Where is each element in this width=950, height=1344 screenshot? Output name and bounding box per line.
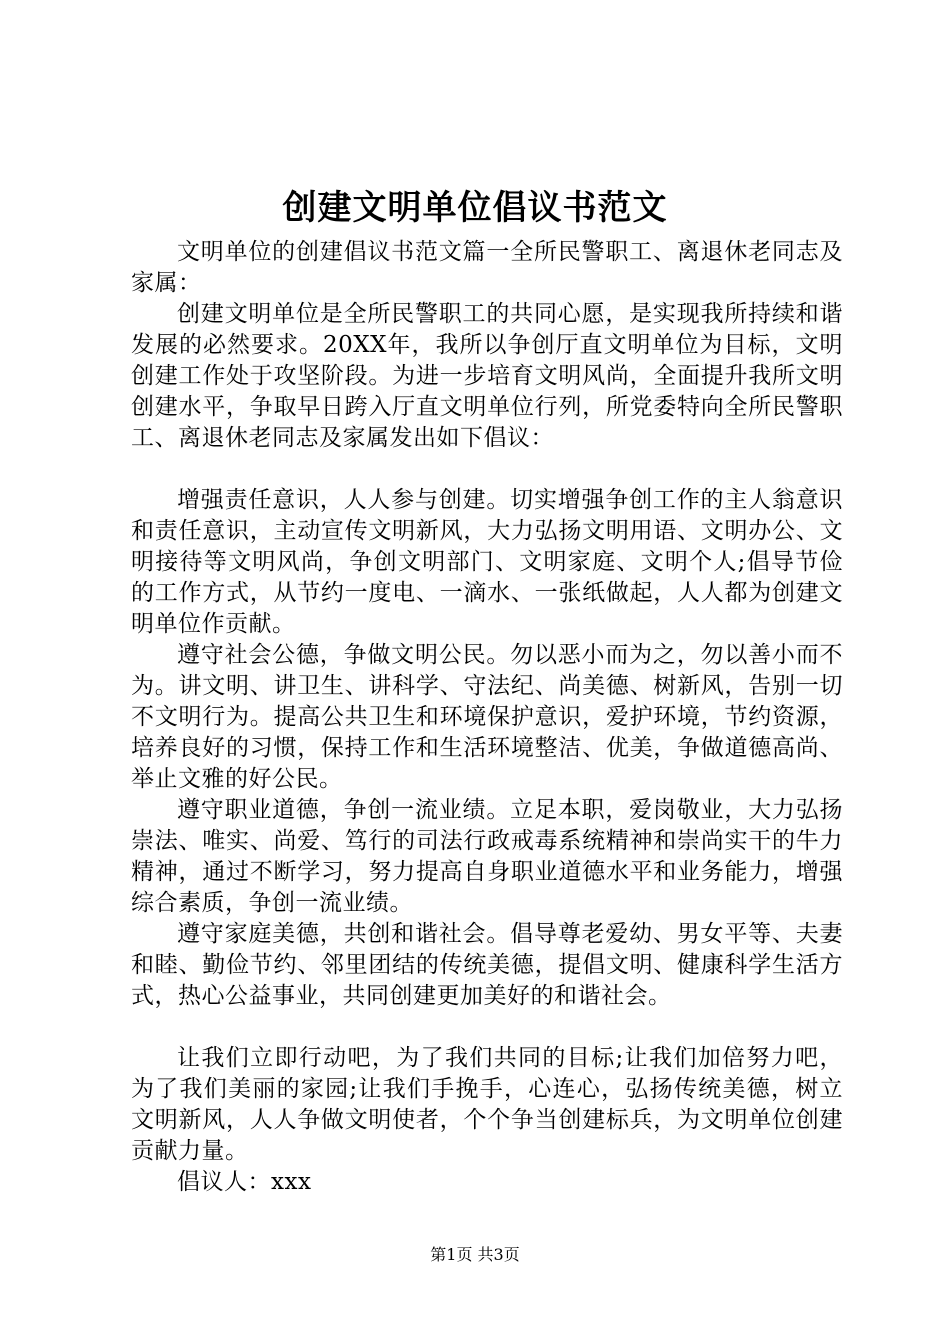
document-body — [131, 237, 843, 1198]
paragraph-spacer — [131, 1012, 843, 1043]
paragraph-signature: 倡议人：xxx — [177, 1169, 312, 1195]
paragraph-intro: 创建文明单位是全所民警职工的共同心愿，是实现我所持续和谐发展的必然要求。20XX年，我所以争创厅直文明单位为目标，文明创建工作处于攻坚阶段。为进一步培育文明风尚，全面提升我所文明创建水平，争取早日跨入厅直文明单位行列，所党委特向全所民警职工、离退休老同志及家属发出如下倡议： — [131, 301, 843, 451]
paragraph-spacer — [131, 454, 843, 485]
document-title: 创建文明单位倡议书范文 — [282, 188, 668, 228]
paragraph-professional-ethics: 遵守职业道德，争创一流业绩。立足本职，爱岗敬业，大力弘扬崇法、唯实、尚爱、笃行的司法行政戒毒系统精神和崇尚实干的牛力精神，通过不断学习，努力提高自身职业道德水平和业务能力，增强综合素质，争创一流业绩。 — [131, 797, 843, 916]
paragraph-family-virtues: 遵守家庭美德，共创和谐社会。倡导尊老爱幼、男女平等、夫妻和睦、勤俭节约、邻里团结的传统美德，提倡文明、健康科学生活方式，热心公益事业，共同创建更加美好的和谐社会。 — [131, 921, 843, 1009]
paragraph-responsibility: 增强责任意识，人人参与创建。切实增强争创工作的主人翁意识和责任意识，主动宣传文明新风，大力弘扬文明用语、文明办公、文明接待等文明风尚，争创文明部门、文明家庭、文明个人;倡导节俭的工作方式，从节约一度电、一滴水、一张纸做起，人人都为创建文明单位作贡献。 — [131, 487, 843, 637]
paragraph-salutation: 文明单位的创建倡议书范文篇一全所民警职工、离退休老同志及家属： — [131, 239, 843, 296]
page-footer: 第1页 共3页 — [430, 1245, 520, 1264]
paragraph-social-ethics: 遵守社会公德，争做文明公民。勿以恶小而为之，勿以善小而不为。讲文明、讲卫生、讲科学、守法纪、尚美德、树新风，告别一切不文明行为。提高公共卫生和环境保护意识，爱护环境，节约资源，培养良好的习惯，保持工作和生活环境整洁、优美，争做道德高尚、举止文雅的好公民。 — [131, 642, 843, 792]
paragraph-call-to-action: 让我们立即行动吧，为了我们共同的目标;让我们加倍努力吧，为了我们美丽的家园;让我们手挽手，心连心，弘扬传统美德，树立文明新风，人人争做文明使者，个个争当创建标兵，为文明单位创建贡献力量。 — [131, 1045, 843, 1164]
